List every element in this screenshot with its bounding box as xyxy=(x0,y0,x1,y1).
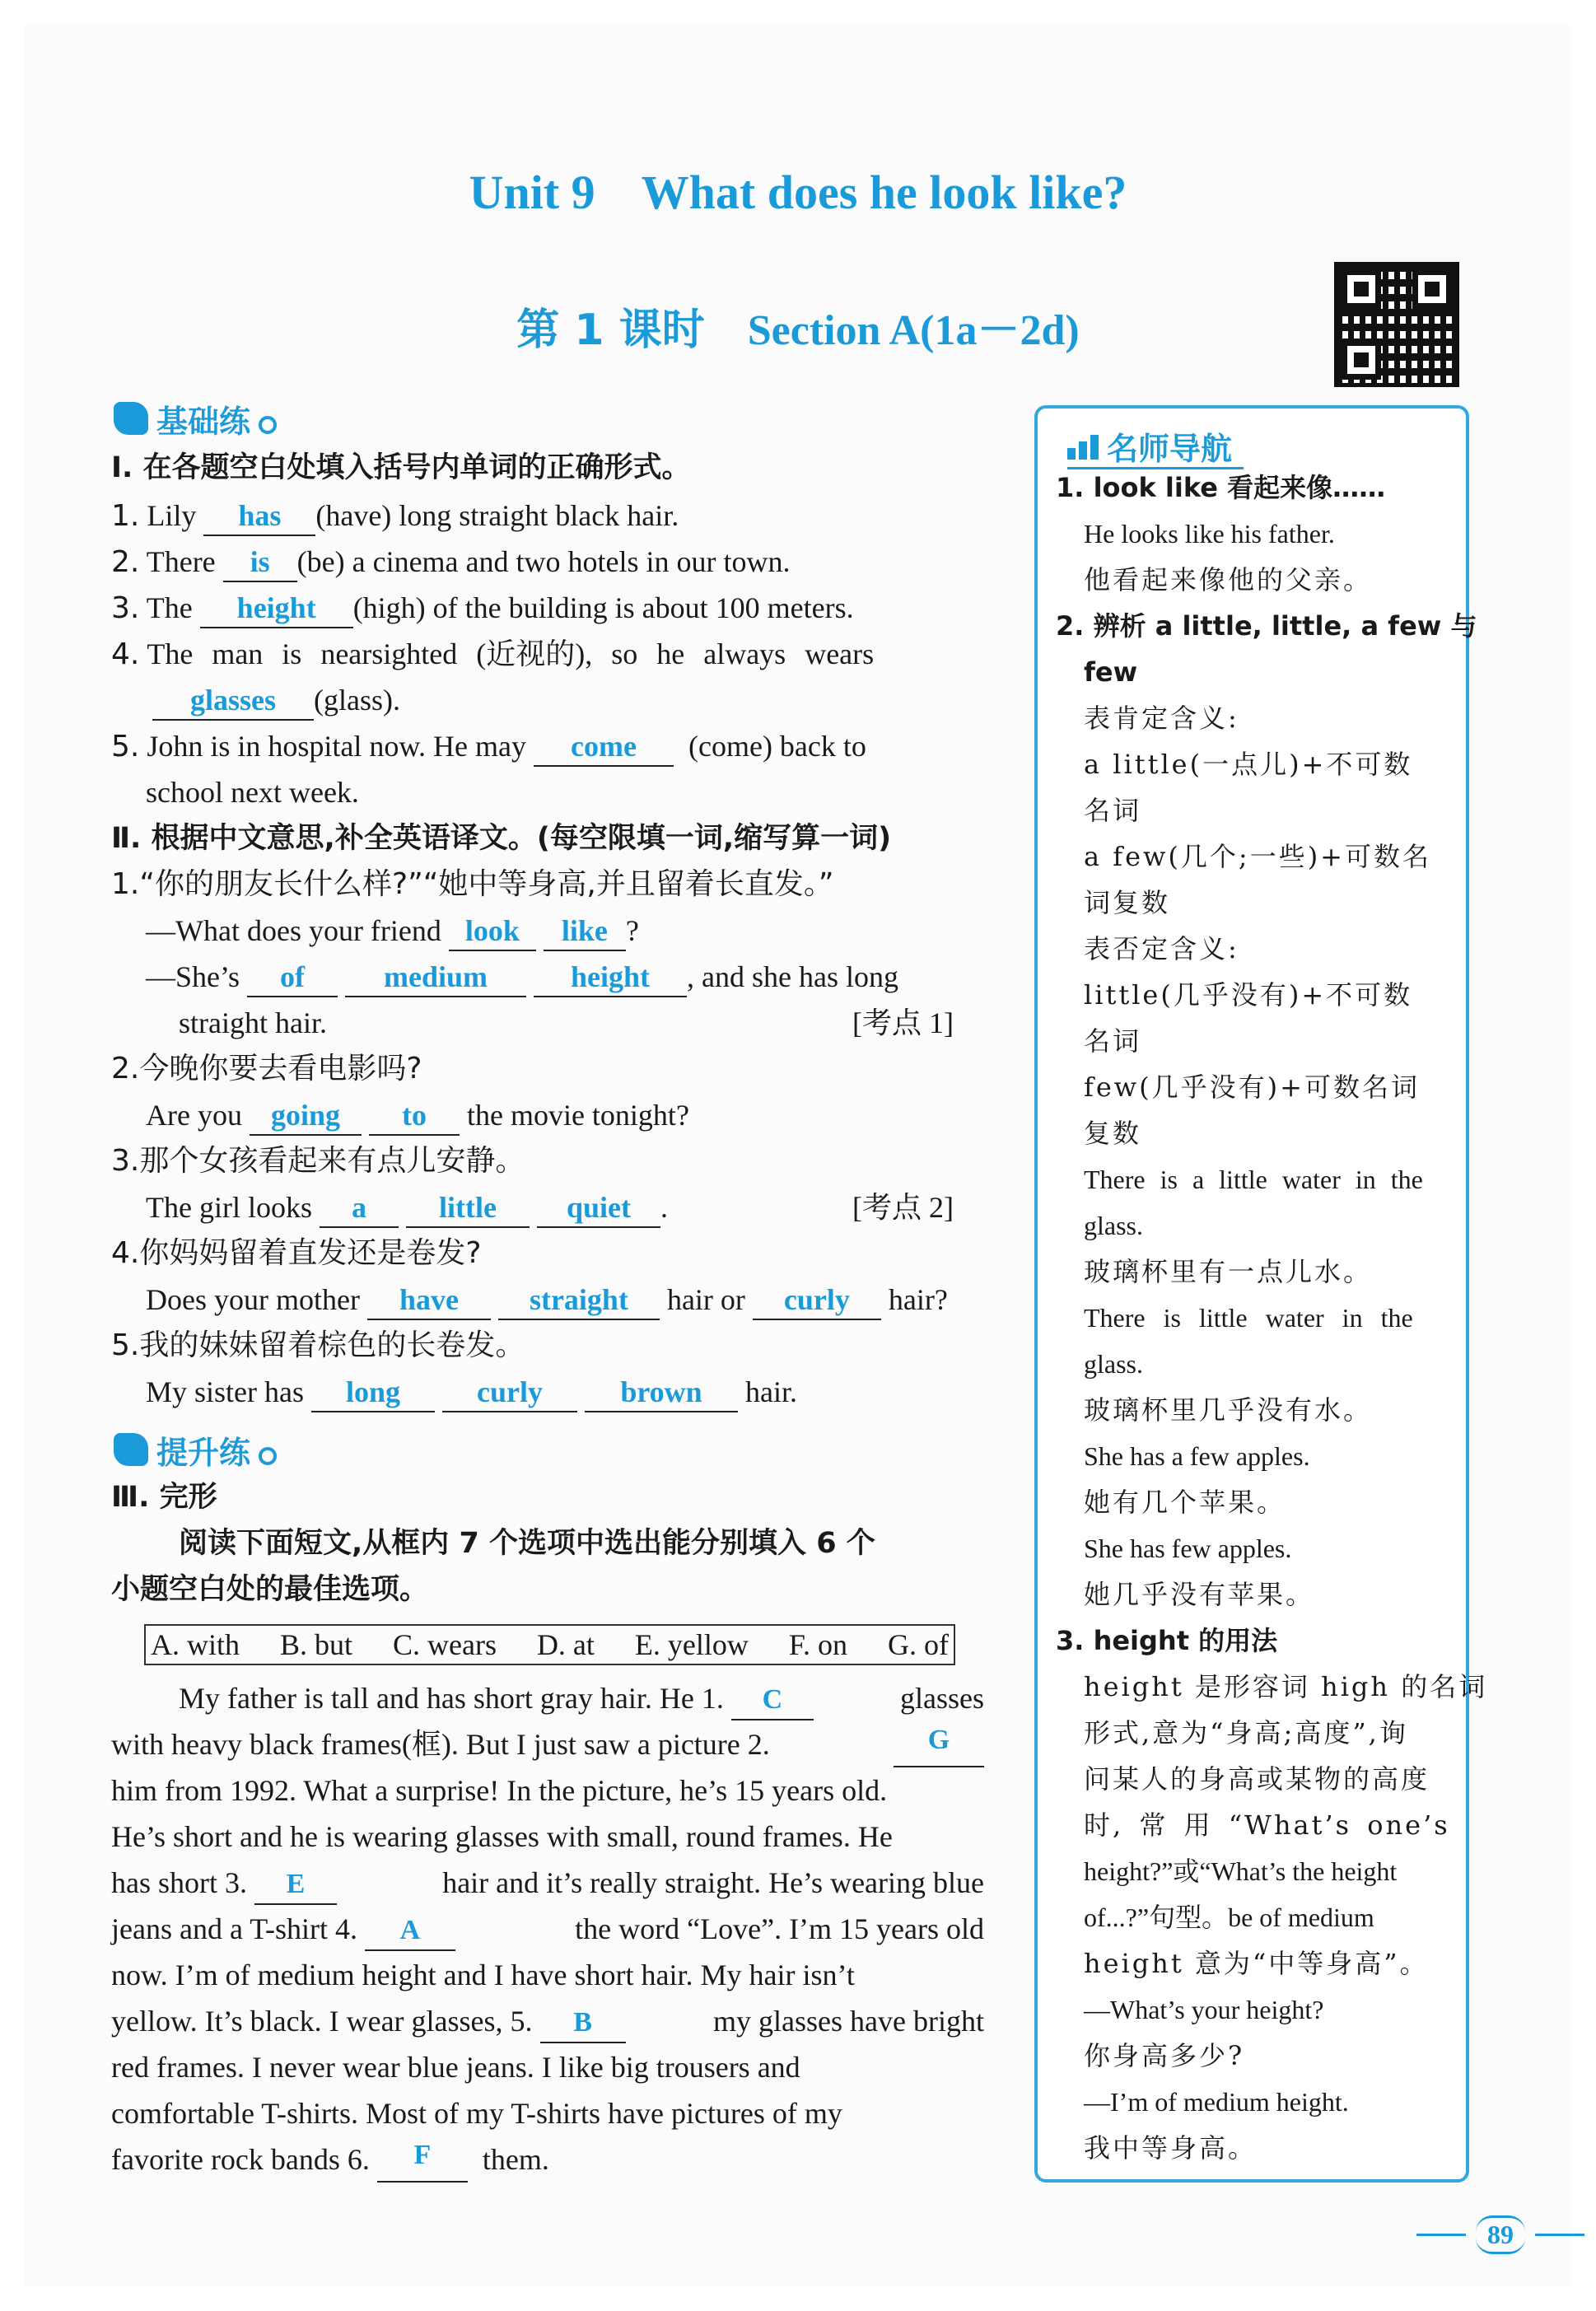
sidebar-title: 名师导航 xyxy=(1067,425,1232,466)
sidebar-line: 2. 辨析 a little, little, a few 与 xyxy=(1056,610,1477,642)
answer-blank[interactable]: straight xyxy=(498,1281,660,1320)
answer-blank[interactable]: height xyxy=(534,958,687,997)
part3-instruction: 小题空白处的最佳选项。 xyxy=(111,1573,429,1606)
options-box xyxy=(144,1624,955,1665)
passage-line: red frames. I never wear blue jeans. I like big trousers and xyxy=(111,2051,800,2084)
answer-blank[interactable]: glasses xyxy=(152,681,314,721)
passage-line: now. I’m of medium height and I have short hair. My hair isn’t xyxy=(111,1959,855,1991)
advanced-practice-tag: 提升练 xyxy=(114,1428,277,1471)
key-point-label: [考点 2] xyxy=(852,1191,954,1224)
sidebar-line: little(几乎没有)+不可数 xyxy=(1084,979,1413,1011)
answer-blank[interactable]: little xyxy=(406,1188,530,1228)
part2-heading: Ⅱ. 根据中文意思,补全英语译文。(每空限填一词,缩写算一词) xyxy=(111,822,892,855)
list-item: 3. The height (high) of the building is about 100 meters. xyxy=(111,585,854,632)
sidebar-line: 你身高多少? xyxy=(1084,2040,1245,2071)
answer-blank[interactable]: G xyxy=(894,1721,984,1767)
sidebar-line: 名词 xyxy=(1084,1025,1142,1057)
sidebar-line: 形式,意为“身高;高度”,询 xyxy=(1084,1717,1408,1748)
sidebar-line: 3. height 的用法 xyxy=(1056,1625,1278,1656)
passage-line: comfortable T-shirts. Most of my T-shirts have pictures of my xyxy=(111,2097,842,2130)
list-item-chinese: 5.我的妹妹留着棕色的长卷发。 xyxy=(111,1328,525,1362)
sidebar-line: height 意为“中等身高”。 xyxy=(1084,1948,1429,1979)
sidebar-line: 他看起来像他的父亲。 xyxy=(1084,564,1373,595)
sidebar-line: She has few apples. xyxy=(1084,1534,1292,1563)
answer-blank[interactable]: medium xyxy=(345,958,526,997)
sidebar-line: glass. xyxy=(1084,1349,1143,1379)
sidebar-line: 她有几个苹果。 xyxy=(1084,1487,1286,1518)
passage-line: My father is tall and has short gray hair. He 1. C glasses xyxy=(111,1675,984,1721)
answer-blank[interactable]: long xyxy=(311,1373,435,1412)
answer-blank[interactable]: has xyxy=(203,497,315,536)
sidebar-line: of...?”句型。be of medium xyxy=(1084,1902,1374,1932)
passage-line: him from 1992. What a surprise! In the picture, he’s 15 years old. xyxy=(111,1774,888,1807)
sidebar-line: height?”或“What’s the height xyxy=(1084,1856,1398,1886)
answer-blank[interactable]: a xyxy=(320,1188,399,1228)
sidebar-line: few(几乎没有)+可数名词 xyxy=(1084,1071,1420,1103)
unit-heading: What does he look like? xyxy=(641,166,1127,219)
list-item-chinese: 4.你妈妈留着直发还是卷发? xyxy=(111,1236,482,1270)
sidebar-line: —I’m of medium height. xyxy=(1084,2087,1349,2117)
sidebar-line: 词复数 xyxy=(1084,887,1171,918)
sidebar-line: There is little water in the xyxy=(1084,1303,1413,1333)
answer-blank[interactable]: curly xyxy=(753,1281,881,1320)
part3-heading: Ⅲ. 完形 xyxy=(111,1481,217,1514)
passage-line: has short 3. E hair and it’s really straight. He’s wearing blue xyxy=(111,1860,984,1906)
translation-line: straight hair. xyxy=(179,1006,327,1039)
sidebar-line: 玻璃杯里有一点儿水。 xyxy=(1084,1256,1373,1287)
answer-blank[interactable]: like xyxy=(544,912,626,951)
translation-line: The girl looks a little quiet . xyxy=(146,1184,668,1230)
sidebar-line: few xyxy=(1084,656,1138,688)
translation-line: —What does your friend look like ? xyxy=(146,908,639,954)
sidebar-line: There is a little water in the xyxy=(1084,1165,1423,1194)
list-item: 1. Lily has (have) long straight black hair. xyxy=(111,493,679,539)
option-b: B. but xyxy=(279,1628,352,1661)
answer-blank[interactable]: come xyxy=(534,727,674,767)
sidebar-line: a little(一点儿)+不可数 xyxy=(1084,749,1413,780)
basic-practice-tag: 基础练 xyxy=(114,397,277,440)
answer-blank[interactable]: C xyxy=(731,1681,814,1720)
option-c: C. wears xyxy=(392,1628,497,1661)
answer-blank[interactable]: height xyxy=(200,589,353,628)
list-item-continued: school next week. xyxy=(146,776,359,809)
option-a: A. with xyxy=(151,1628,240,1661)
qr-code-icon[interactable] xyxy=(1334,262,1459,387)
translation-line: Are you going to the movie tonight? xyxy=(146,1092,689,1138)
option-f: F. on xyxy=(788,1628,848,1661)
sidebar-line: height 是形容词 high 的名词 xyxy=(1084,1671,1488,1702)
answer-blank[interactable]: going xyxy=(250,1096,362,1136)
lesson-label: 第 1 课时 xyxy=(516,306,705,355)
list-item-continued: glasses (glass). xyxy=(152,677,400,723)
sidebar-line: —What’s your height? xyxy=(1084,1995,1324,2024)
bar-chart-icon xyxy=(1067,432,1099,460)
sidebar-line: 问某人的身高或某物的高度 xyxy=(1084,1763,1430,1795)
cloze-passage xyxy=(111,1675,984,2183)
sidebar-line: 1. look like 看起来像…… xyxy=(1056,472,1386,503)
pencil-badge-icon xyxy=(114,402,148,435)
answer-blank[interactable]: curly xyxy=(442,1373,577,1412)
answer-blank[interactable]: A xyxy=(365,1912,455,1951)
sidebar-line: 表肯定含义: xyxy=(1084,703,1239,734)
sidebar-line: a few(几个;一些)+可数名 xyxy=(1084,841,1431,872)
pencil-badge-icon xyxy=(114,1433,148,1466)
list-item-chinese: 1.“你的朋友长什么样?”“她中等身高,并且留着长直发。” xyxy=(111,867,834,901)
dot-icon xyxy=(259,1447,277,1465)
answer-blank[interactable]: to xyxy=(369,1096,460,1136)
passage-line: favorite rock bands 6. F them. xyxy=(111,2136,984,2183)
passage-line: He’s short and he is wearing glasses with small, round frames. He xyxy=(111,1820,893,1853)
dot-icon xyxy=(259,416,277,434)
list-item: 4. The man is nearsighted (近视的), so he always wears xyxy=(111,637,875,671)
list-item: 2. There is (be) a cinema and two hotels in our town. xyxy=(111,539,791,586)
sidebar-line: 名词 xyxy=(1084,795,1142,826)
part1-heading: Ⅰ. 在各题空白处填入括号内单词的正确形式。 xyxy=(111,451,691,484)
answer-blank[interactable]: F xyxy=(377,2136,468,2183)
translation-line: —She’s of medium height , and she has long xyxy=(146,954,898,1000)
answer-blank[interactable]: E xyxy=(254,1865,337,1905)
answer-blank[interactable]: quiet xyxy=(537,1188,660,1228)
sidebar-line: 时, 常 用 “What’s one’s xyxy=(1084,1809,1450,1841)
section-title: Section A(1a－2d) xyxy=(747,307,1080,354)
sidebar-line: 表否定含义: xyxy=(1084,933,1239,964)
sidebar-line: 玻璃杯里几乎没有水。 xyxy=(1084,1394,1373,1426)
option-d: D. at xyxy=(536,1628,595,1661)
list-item: 5. John is in hospital now. He may come (come) back to xyxy=(111,723,866,770)
answer-blank[interactable]: of xyxy=(247,958,338,997)
part3-instruction: 阅读下面短文,从框内 7 个选项中选出能分别填入 6 个 xyxy=(179,1527,875,1560)
answer-blank[interactable]: brown xyxy=(585,1373,738,1412)
answer-blank[interactable]: have xyxy=(367,1281,491,1320)
passage-line: with heavy black frames(框). But I just saw a picture 2. G xyxy=(111,1721,984,1767)
translation-line: My sister has long curly brown hair. xyxy=(146,1369,797,1415)
answer-blank[interactable]: is xyxy=(223,543,297,582)
sidebar-line: 我中等身高。 xyxy=(1084,2132,1258,2164)
option-e: E. yellow xyxy=(634,1628,749,1661)
unit-title xyxy=(0,165,1596,220)
sidebar-line: She has a few apples. xyxy=(1084,1441,1310,1471)
answer-blank[interactable]: B xyxy=(540,2004,626,2043)
sidebar-line: 她几乎没有苹果。 xyxy=(1084,1579,1315,1610)
key-point-label: [考点 1] xyxy=(852,1006,954,1039)
sidebar-line: glass. xyxy=(1084,1211,1143,1240)
passage-line: jeans and a T-shirt 4. A the word “Love”. I’m 15 years old xyxy=(111,1906,984,1952)
sidebar-line: He looks like his father. xyxy=(1084,519,1335,549)
sidebar-line: 复数 xyxy=(1084,1118,1142,1149)
answer-blank[interactable]: look xyxy=(449,912,536,951)
translation-line: Does your mother have straight hair or curly hair? xyxy=(146,1277,948,1323)
list-item-chinese: 3.那个女孩看起来有点儿安静。 xyxy=(111,1144,525,1178)
page-number: 89 xyxy=(1416,2215,1584,2254)
unit-label: Unit 9 xyxy=(469,166,595,219)
list-item-chinese: 2.今晚你要去看电影吗? xyxy=(111,1052,422,1085)
passage-line: yellow. It’s black. I wear glasses, 5. B my glasses have bright xyxy=(111,1998,984,2044)
option-g: G. of xyxy=(888,1628,949,1661)
